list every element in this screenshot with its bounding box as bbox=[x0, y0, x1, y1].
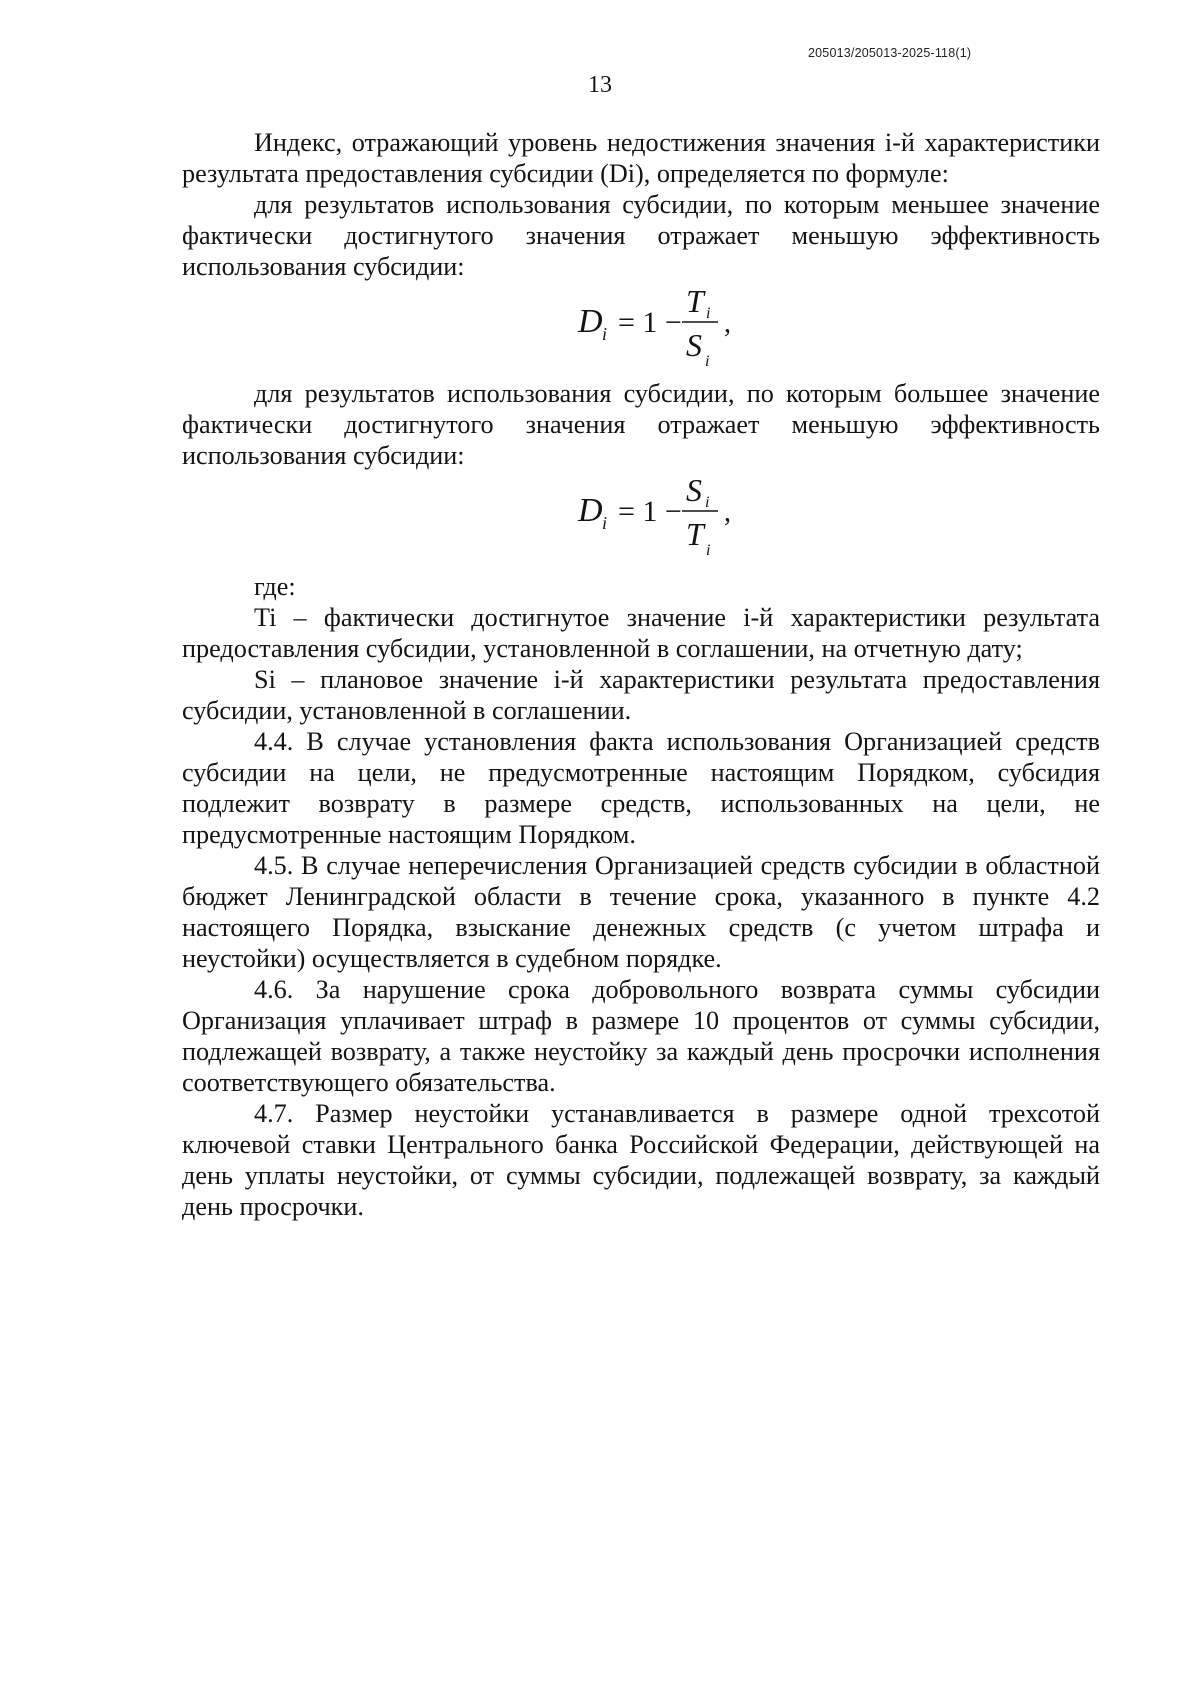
document-body bbox=[182, 127, 1100, 1222]
paragraph-clause-4-6: 4.6. За нарушение срока добровольного возврата суммы субсидии Организация уплачивает штраф в размере 10 процентов от суммы субсидии, подлежащей возврату, а также неустойку за каждый день просрочки исполнения соответствующего обязательства. bbox=[182, 975, 1100, 1097]
formula1-denominator-subscript: i bbox=[705, 353, 710, 370]
paragraph-ti-definition: Ti – фактически достигнутое значение i-й характеристики результата предоставления субсидии, установленной в соглашении, на отчетную дату; bbox=[182, 603, 1100, 663]
formula1-equals-one-minus: = 1 − bbox=[618, 306, 682, 339]
formula2-numerator-subscript: i bbox=[705, 494, 710, 511]
formula2-denominator: T bbox=[686, 516, 704, 552]
formula2-lhs-subscript: i bbox=[602, 513, 608, 533]
page-number: 13 bbox=[588, 72, 612, 98]
document-registration-id: 205013/205013-2025-118(1) bbox=[808, 46, 972, 60]
paragraph-greater-value-case: для результатов использования субсидии, по которым большее значение фактически достигнутого значения отражает меньшую эффективность использования субсидии: bbox=[182, 379, 1100, 470]
formula1-numerator: T bbox=[686, 283, 704, 319]
paragraph-index-definition: Индекс, отражающий уровень недостижения значения i-й характеристики результата предоставления субсидии (Di), определяется по формуле: bbox=[182, 128, 1100, 188]
formula1-lhs-subscript: i bbox=[602, 324, 608, 344]
formula2-numerator: S bbox=[686, 472, 702, 508]
formula1-numerator-subscript: i bbox=[706, 305, 711, 322]
formula2-equals-one-minus: = 1 − bbox=[618, 495, 682, 528]
formula-lesser-value bbox=[182, 283, 1100, 372]
formula2-denominator-subscript: i bbox=[706, 542, 711, 559]
formula-greater-value bbox=[182, 472, 1100, 561]
formula2-trailing-comma: , bbox=[724, 497, 731, 528]
formula2-lhs: D bbox=[578, 492, 603, 529]
formula-greater-value-graphic bbox=[578, 473, 778, 563]
formula1-trailing-comma: , bbox=[724, 308, 731, 339]
paragraph-where: где: bbox=[254, 572, 296, 601]
paragraph-lesser-value-case: для результатов использования субсидии, по которым меньшее значение фактически достигнутого значения отражает меньшую эффективность использования субсидии: bbox=[182, 190, 1100, 281]
formula-lesser-value-graphic bbox=[578, 284, 778, 374]
formula1-denominator: S bbox=[686, 327, 702, 363]
paragraph-clause-4-4: 4.4. В случае установления факта использования Организацией средств субсидии на цели, не предусмотренные настоящим Порядком, субсидия подлежит возврату в размере средств, использованных на цели, не предусмотренные настоящим Порядком. bbox=[182, 727, 1100, 849]
paragraph-clause-4-5: 4.5. В случае неперечисления Организацией средств субсидии в областной бюджет Ленинградской области в течение срока, указанного в пункте 4.2 настоящего Порядка, взыскание денежных средств (с учетом штрафа и неустойки) осуществляется в судебном порядке. bbox=[182, 851, 1100, 973]
formula1-lhs: D bbox=[578, 303, 603, 340]
paragraph-clause-4-7: 4.7. Размер неустойки устанавливается в размере одной трехсотой ключевой ставки Центрального банка Российской Федерации, действующей на день уплаты неустойки, от суммы субсидии, подлежащей возврату, за каждый день просрочки. bbox=[182, 1099, 1100, 1221]
paragraph-si-definition: Si – плановое значение i-й характеристики результата предоставления субсидии, установленной в соглашении. bbox=[182, 665, 1100, 725]
